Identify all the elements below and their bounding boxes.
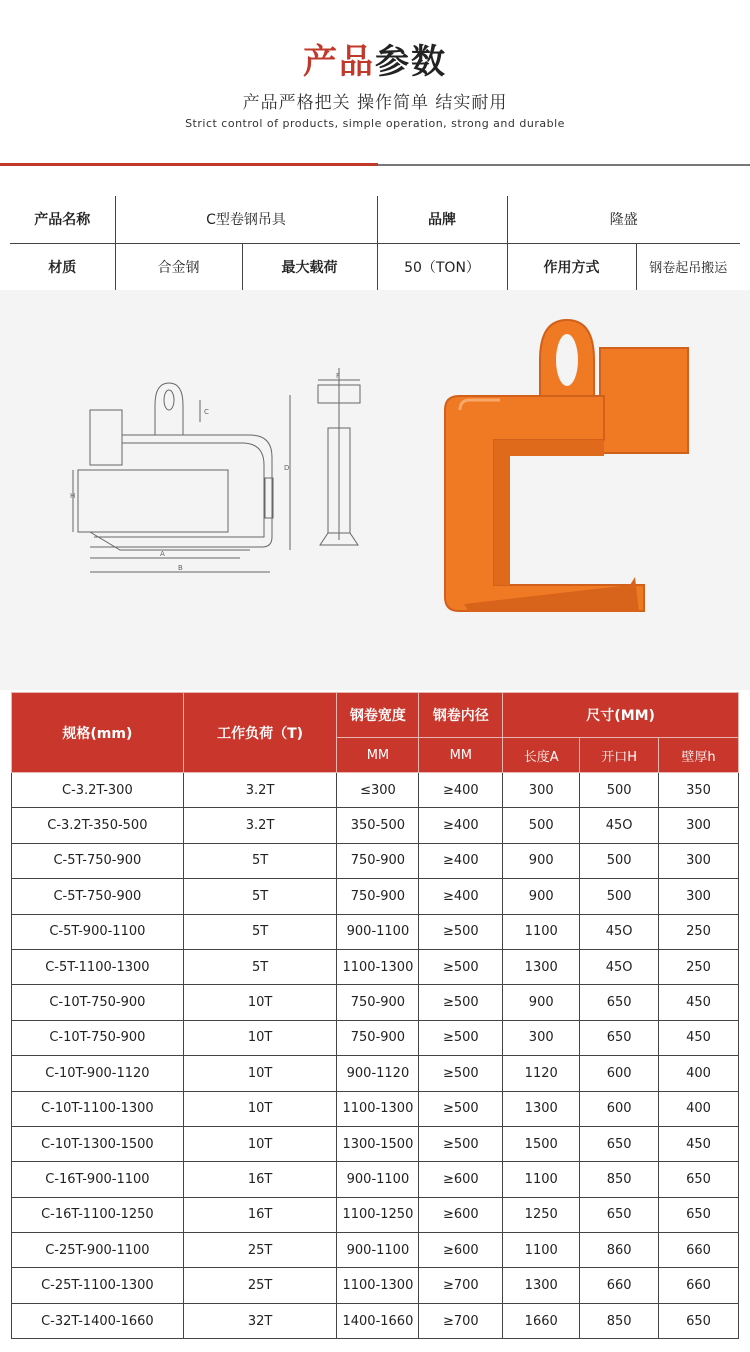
table-cell: C-10T-900-1120: [12, 1056, 184, 1091]
spec-header-inner: 钢卷内径: [419, 693, 503, 738]
divider-accent: [0, 163, 378, 166]
table-cell: 660: [659, 1233, 739, 1268]
table-cell: 16T: [183, 1162, 337, 1197]
table-cell: 900-1100: [337, 1233, 419, 1268]
drawing-eye-hole: [164, 390, 174, 410]
table-cell: 25T: [183, 1233, 337, 1268]
table-row: [12, 985, 739, 1020]
table-cell: 250: [659, 949, 739, 984]
table-cell: 350-500: [337, 808, 419, 843]
table-cell: 300: [503, 773, 580, 808]
table-cell: 750-900: [337, 843, 419, 878]
table-cell: 1660: [503, 1303, 580, 1338]
spec-header-length: 长度A: [503, 738, 580, 773]
table-cell: 45O: [580, 914, 659, 949]
table-cell: 500: [580, 773, 659, 808]
table-cell: 1100-1300: [337, 1091, 419, 1126]
table-cell: ≥600: [419, 1233, 503, 1268]
page-subtitle-en: Strict control of products, simple operation, strong and durable: [185, 117, 565, 130]
table-row: [12, 1162, 739, 1197]
table-cell: ≥400: [419, 879, 503, 914]
table-row: [12, 843, 739, 878]
drawing-c-frame-outer: [90, 435, 272, 547]
spec-table: [11, 692, 739, 1339]
page-subtitle: 产品严格把关 操作简单 结实耐用: [242, 93, 508, 113]
table-cell: 300: [659, 843, 739, 878]
spec-header-model: 规格(mm): [12, 693, 184, 773]
table-cell: 5T: [183, 843, 337, 878]
table-cell: 400: [659, 1056, 739, 1091]
table-cell: 1100-1300: [337, 949, 419, 984]
drawing-jaw: [78, 470, 228, 532]
table-cell: 650: [580, 1197, 659, 1232]
drawing-label-f: F: [336, 372, 341, 380]
info-brand-label: 品牌: [377, 196, 507, 243]
technical-drawing: [70, 360, 370, 590]
table-row: [12, 1091, 739, 1126]
table-cell: 1100: [503, 1162, 580, 1197]
table-cell: ≥700: [419, 1303, 503, 1338]
table-cell: 1100: [503, 914, 580, 949]
product-info-table: [10, 196, 740, 290]
table-cell: 660: [659, 1268, 739, 1303]
table-cell: 850: [580, 1162, 659, 1197]
table-cell: C-5T-750-900: [12, 879, 184, 914]
table-cell: 650: [580, 985, 659, 1020]
table-cell: 400: [659, 1091, 739, 1126]
table-cell: 1300: [503, 1268, 580, 1303]
table-cell: 10T: [183, 1126, 337, 1161]
product-rear-plate: [600, 348, 688, 453]
info-name-label: 产品名称: [10, 196, 115, 243]
table-cell: 1100-1300: [337, 1268, 419, 1303]
table-cell: C-3.2T-300: [12, 773, 184, 808]
table-cell: ≤300: [337, 773, 419, 808]
table-cell: C-25T-900-1100: [12, 1233, 184, 1268]
table-cell: 350: [659, 773, 739, 808]
table-cell: ≥500: [419, 1091, 503, 1126]
table-cell: 500: [580, 879, 659, 914]
product-eye-hole: [556, 334, 578, 386]
table-cell: 650: [659, 1197, 739, 1232]
table-cell: ≥400: [419, 843, 503, 878]
page-header: [0, 0, 750, 165]
info-material-value: 合金钢: [115, 243, 242, 290]
table-cell: 5T: [183, 914, 337, 949]
table-cell: 500: [503, 808, 580, 843]
table-cell: 25T: [183, 1268, 337, 1303]
table-cell: 900-1100: [337, 1162, 419, 1197]
table-cell: 450: [659, 1126, 739, 1161]
table-cell: ≥600: [419, 1162, 503, 1197]
table-cell: ≥500: [419, 949, 503, 984]
table-cell: ≥500: [419, 914, 503, 949]
spec-header-mm2: MM: [419, 738, 503, 773]
drawing-top-block: [90, 410, 122, 465]
drawing-label-a: A: [160, 550, 165, 558]
spec-table-body: [12, 773, 739, 1339]
table-row: [12, 1126, 739, 1161]
table-cell: C-16T-1100-1250: [12, 1197, 184, 1232]
table-row: [12, 1197, 739, 1232]
table-cell: 650: [659, 1303, 739, 1338]
table-cell: 16T: [183, 1197, 337, 1232]
table-cell: 1300: [503, 949, 580, 984]
table-cell: 1100: [503, 1233, 580, 1268]
drawing-label-c: C: [204, 408, 209, 416]
spec-header-opening: 开口H: [580, 738, 659, 773]
table-cell: 1100-1250: [337, 1197, 419, 1232]
table-cell: 10T: [183, 1091, 337, 1126]
table-cell: C-5T-900-1100: [12, 914, 184, 949]
page-title: [0, 34, 750, 83]
table-cell: C-10T-1100-1300: [12, 1091, 184, 1126]
table-cell: 660: [580, 1268, 659, 1303]
spec-header-load: 工作负荷（T): [183, 693, 337, 773]
table-row: [12, 1268, 739, 1303]
table-cell: 900-1120: [337, 1056, 419, 1091]
table-cell: 850: [580, 1303, 659, 1338]
spec-header-thickness: 壁厚h: [659, 738, 739, 773]
table-cell: ≥400: [419, 808, 503, 843]
table-row: [12, 808, 739, 843]
table-cell: 10T: [183, 1020, 337, 1055]
table-cell: 750-900: [337, 985, 419, 1020]
table-row: [12, 773, 739, 808]
info-usage-label: 作用方式: [507, 243, 636, 290]
drawing-c-frame-inner: [94, 443, 264, 537]
table-cell: 10T: [183, 985, 337, 1020]
table-cell: C-16T-900-1100: [12, 1162, 184, 1197]
table-cell: 900-1100: [337, 914, 419, 949]
table-cell: 900: [503, 879, 580, 914]
drawing-label-b: B: [178, 564, 183, 572]
table-cell: ≥500: [419, 1020, 503, 1055]
info-brand-value: 隆盛: [507, 196, 740, 243]
product-photo: [430, 300, 700, 640]
table-row: [12, 1056, 739, 1091]
page-title-red: 产品: [303, 42, 375, 82]
product-inner-shade: [494, 440, 604, 585]
table-cell: ≥600: [419, 1197, 503, 1232]
table-cell: ≥500: [419, 1126, 503, 1161]
table-cell: 1300-1500: [337, 1126, 419, 1161]
table-cell: 650: [580, 1020, 659, 1055]
table-row: [12, 1233, 739, 1268]
table-cell: C-5T-750-900: [12, 843, 184, 878]
page-title-dark: 参数: [375, 42, 447, 82]
table-cell: C-5T-1100-1300: [12, 949, 184, 984]
table-cell: 250: [659, 914, 739, 949]
info-usage-value: 钢卷起吊搬运: [636, 243, 740, 290]
table-cell: 750-900: [337, 879, 419, 914]
table-cell: 500: [580, 843, 659, 878]
table-cell: 300: [503, 1020, 580, 1055]
product-image-area: [0, 290, 750, 690]
table-cell: 3.2T: [183, 773, 337, 808]
table-cell: 1120: [503, 1056, 580, 1091]
drawing-label-h: H: [70, 492, 76, 500]
table-cell: 650: [659, 1162, 739, 1197]
table-cell: 5T: [183, 949, 337, 984]
drawing-lifting-eye: [155, 383, 183, 435]
table-cell: C-3.2T-350-500: [12, 808, 184, 843]
table-cell: 600: [580, 1056, 659, 1091]
table-row: [12, 879, 739, 914]
table-cell: C-10T-1300-1500: [12, 1126, 184, 1161]
spec-header-width: 钢卷宽度: [337, 693, 419, 738]
table-cell: 3.2T: [183, 808, 337, 843]
table-cell: 1500: [503, 1126, 580, 1161]
table-cell: 600: [580, 1091, 659, 1126]
table-cell: 1300: [503, 1091, 580, 1126]
spec-header-mm1: MM: [337, 738, 419, 773]
table-cell: 45O: [580, 949, 659, 984]
table-cell: 450: [659, 985, 739, 1020]
table-cell: 860: [580, 1233, 659, 1268]
table-cell: 5T: [183, 879, 337, 914]
table-cell: 650: [580, 1126, 659, 1161]
table-cell: C-10T-750-900: [12, 1020, 184, 1055]
table-cell: 900: [503, 843, 580, 878]
drawing-label-d: D: [284, 464, 290, 472]
info-name-value: C型卷钢吊具: [115, 196, 377, 243]
table-row: [12, 914, 739, 949]
table-cell: ≥700: [419, 1268, 503, 1303]
table-cell: 900: [503, 985, 580, 1020]
table-cell: ≥500: [419, 985, 503, 1020]
table-cell: C-32T-1400-1660: [12, 1303, 184, 1338]
spec-header-size: 尺寸(MM): [503, 693, 739, 738]
table-cell: ≥400: [419, 773, 503, 808]
table-cell: ≥500: [419, 1056, 503, 1091]
table-cell: C-10T-750-900: [12, 985, 184, 1020]
table-cell: 45O: [580, 808, 659, 843]
info-load-label: 最大载荷: [242, 243, 377, 290]
table-cell: 10T: [183, 1056, 337, 1091]
table-cell: 450: [659, 1020, 739, 1055]
table-cell: C-25T-1100-1300: [12, 1268, 184, 1303]
table-row: [12, 1303, 739, 1338]
table-cell: 300: [659, 808, 739, 843]
info-material-label: 材质: [10, 243, 115, 290]
table-cell: 300: [659, 879, 739, 914]
table-row: [12, 949, 739, 984]
table-cell: 1400-1660: [337, 1303, 419, 1338]
table-cell: 1250: [503, 1197, 580, 1232]
table-row: [12, 1020, 739, 1055]
table-cell: 750-900: [337, 1020, 419, 1055]
table-cell: 32T: [183, 1303, 337, 1338]
info-load-value: 50（TON）: [377, 243, 507, 290]
